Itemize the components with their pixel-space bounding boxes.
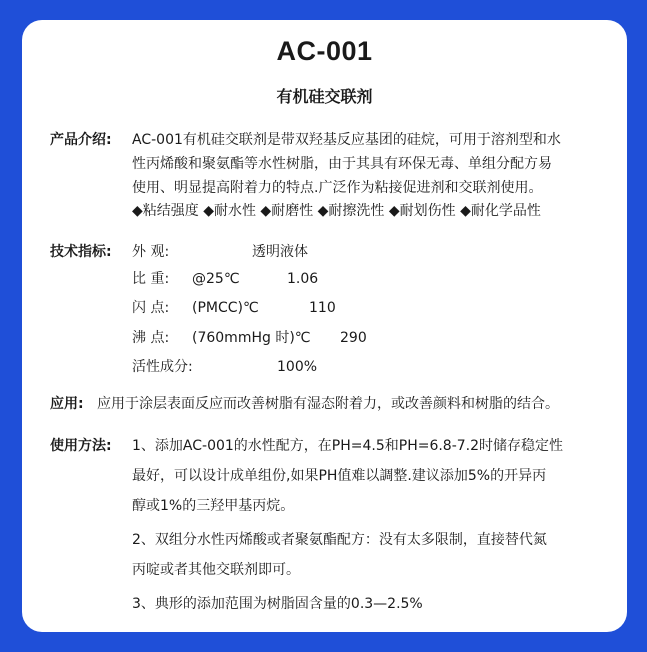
- intro-line: AC-001有机硅交联剂是带双羟基反应基团的硅烷，可用于溶剂型和水: [132, 132, 561, 148]
- spec-name: 沸 点:: [132, 330, 170, 346]
- usage-line: 1、添加AC-001的水性配方，在PH=4.5和PH=6.8-7.2时储存稳定性: [132, 438, 564, 454]
- application-text: 应用于涂层表面反应而改善树脂有湿态附着力，或改善颜料和树脂的结合。: [97, 396, 559, 412]
- spec-name: 闪 点:: [132, 300, 170, 316]
- product-card: [22, 20, 627, 632]
- usage-line: 丙啶或者其他交联剂即可。: [132, 562, 300, 578]
- spec-name: 比 重:: [132, 271, 170, 287]
- usage-line: 3、典形的添加范围为树脂固含量的0.3—2.5%: [132, 596, 423, 612]
- usage-label: 使用方法:: [50, 438, 112, 454]
- usage-line: 醇或1%的三羟甲基丙烷。: [132, 498, 295, 514]
- specs-label: 技术指标:: [50, 244, 112, 260]
- spec-value: 290: [340, 330, 367, 346]
- spec-value: 1.06: [287, 271, 319, 287]
- spec-condition: (PMCC)℃: [192, 300, 259, 316]
- spec-condition: (760mmHg 时)℃: [192, 330, 311, 346]
- spec-name: 外 观:: [132, 244, 170, 260]
- spec-name: 活性成分:: [132, 359, 193, 375]
- intro-features: ◆粘结强度 ◆耐水性 ◆耐磨性 ◆耐擦洗性 ◆耐划伤性 ◆耐化学品性: [132, 203, 541, 219]
- spec-value: 110: [309, 300, 336, 316]
- intro-line: 性丙烯酸和聚氨酯等水性树脂，由于其具有环保无毒、单组分配方易: [132, 156, 552, 172]
- usage-line: 2、双组分水性丙烯酸或者聚氨酯配方：没有太多限制，直接替代氮: [132, 532, 547, 548]
- spec-value: 透明液体: [252, 244, 308, 260]
- product-subtitle: 有机硅交联剂: [276, 87, 373, 106]
- application-label: 应用:: [50, 396, 84, 412]
- usage-line: 最好，可以设计成单组份,如果PH值难以調整.建议添加5%的开异丙: [132, 468, 547, 484]
- intro-line: 使用、明显提高附着力的特点.广泛作为粘接促进剂和交联剂使用。: [132, 180, 543, 196]
- spec-value: 100%: [277, 359, 318, 375]
- intro-label: 产品介绍:: [50, 132, 112, 148]
- spec-condition: @25℃: [192, 271, 240, 287]
- product-title: AC-001: [276, 36, 373, 66]
